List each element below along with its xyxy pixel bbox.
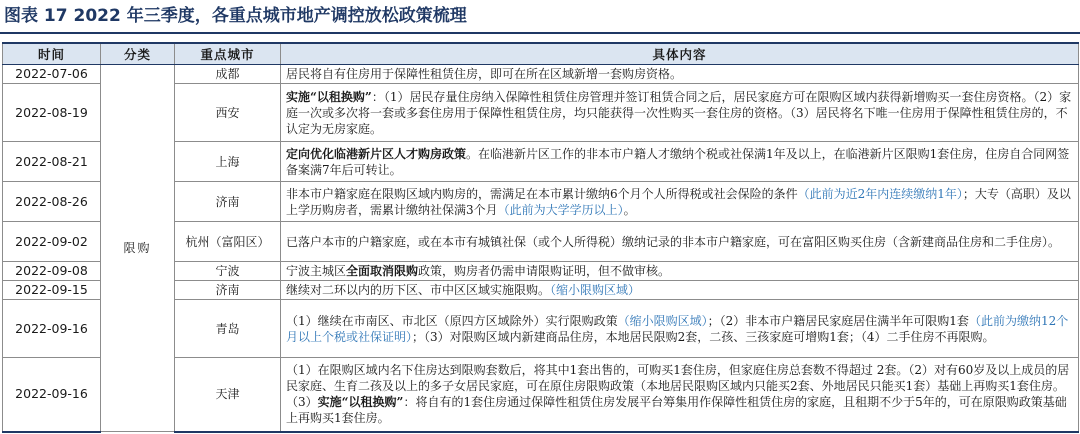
row-detail [281,281,1079,300]
detail-note: （此前为大学学历以上） [497,202,624,217]
detail-note: （此前为缴纳12个月以上个税或社保证明） [286,313,1069,344]
detail-text: 。在临港新片区工作的非本市户籍人才缴纳个税或社保满1年及以上，在临港新片区限购1套住房，住房自合同网签备案满7年后可转让。 [286,146,1070,177]
row-detail [281,142,1079,182]
detail-text: 非本市户籍家庭在限购区域内购房的，需满足在本市累计缴纳6个月个人所得税或社会保险的条件 [286,186,798,201]
header-category: 分类 [101,43,175,65]
row-city: 西安 [175,84,281,142]
row-city: 天津 [175,358,281,432]
detail-text: （1）在限购区域内名下住房达到限购套数后，将其中1套出售的，可购买1套住房，但家庭住房总套数不得超过 2套。（2）对有60岁及以上成员的居民家庭、生育二孩及以上的多子女居民家庭，可在原住房限购政策（本地居民限购区域内只能买2套、外地居民只能买1套）基础上再购买1套住房。（3） [286,363,1070,410]
policy-table [2,42,1079,433]
row-city: 杭州（富阳区） [175,222,281,262]
detail-emphasis: 实施“以租换购” [317,395,404,410]
table-header-row [3,43,1079,65]
row-date: 2022-09-08 [3,262,101,281]
row-detail [281,222,1079,262]
row-date: 2022-09-16 [3,358,101,432]
detail-text: 。 [623,202,636,217]
row-city: 济南 [175,281,281,300]
row-city: 上海 [175,142,281,182]
header-date: 时间 [3,43,101,65]
row-detail [281,65,1079,84]
row-detail [281,262,1079,281]
detail-note: （缩小限购区域） [617,313,708,328]
detail-text: 居民将自有住房用于保障性租赁住房，即可在所在区域新增一套购房资格。 [286,67,683,81]
detail-text: 政策，购房者仍需申请限购证明，但不做审核。 [418,264,671,278]
detail-text: ：将自有的1套住房通过保障性租赁住房发展平台筹集用作保障性租赁住房的家庭，且租期不少于5年的，可在原限购政策基础上再购买1套住房。 [286,395,1067,426]
row-date: 2022-09-15 [3,281,101,300]
figure-title: 图表 17 2022 年三季度，各重点城市地产调控放松政策梳理 [0,0,1080,34]
detail-text: ；（2）非本市户籍居民家庭居住满半年可限购1套 [707,313,969,328]
detail-emphasis: 全面取消限购 [346,264,419,278]
detail-text: 宁波主城区 [286,264,347,278]
detail-text: （1）继续在市南区、市北区（原四方区域除外）实行限购政策 [286,313,618,328]
row-city: 济南 [175,182,281,222]
row-date: 2022-08-19 [3,84,101,142]
header-detail: 具体内容 [281,43,1079,65]
row-detail [281,358,1079,432]
row-detail [281,182,1079,222]
row-date: 2022-07-06 [3,65,101,84]
detail-text: ；（3）对限购区域内新建商品住房，本地居民限购2套，二孩、三孩家庭可增购1套；（4）二手住房不再限购。 [412,329,995,344]
row-city: 成都 [175,65,281,84]
header-city: 重点城市 [175,43,281,65]
detail-text: 已落户本市的户籍家庭，或在本市有城镇社保（或个人所得税）缴纳记录的非本市户籍家庭，可在富阳区购买住房（含新建商品住房和二手住房）。 [286,234,1061,249]
detail-text: ：（1）居民存量住房纳入保障性租赁住房管理并签订租赁合同之后，居民家庭方可在限购区域内获得新增购买一套住房资格。（2）家庭一次或多次将一套或多套住房用于保障性租赁住房，均只能获得一次性购买一套住房的资格。（3）居民将名下唯一住房用于保障性租赁住房的，不认定为无房家庭。 [286,89,1072,136]
detail-note: （缩小限购区域） [550,283,641,297]
row-date: 2022-08-26 [3,182,101,222]
row-city: 宁波 [175,262,281,281]
table-row [3,65,1079,84]
detail-emphasis: 实施“以租换购” [286,89,372,104]
row-category: 限购 [101,65,175,432]
row-date: 2022-08-21 [3,142,101,182]
row-date: 2022-09-02 [3,222,101,262]
row-detail [281,300,1079,358]
row-date: 2022-09-16 [3,300,101,358]
detail-note: （此前为近2年内连续缴纳1年） [797,186,963,201]
detail-text: 继续对二环以内的历下区、市中区区域实施限购。 [286,283,551,297]
detail-text: ；大专（高职）及以上学历购房者，需累计缴纳社保满3个月 [286,186,1071,217]
row-city: 青岛 [175,300,281,358]
detail-emphasis: 定向优化临港新片区人才购房政策 [286,146,467,161]
row-detail [281,84,1079,142]
